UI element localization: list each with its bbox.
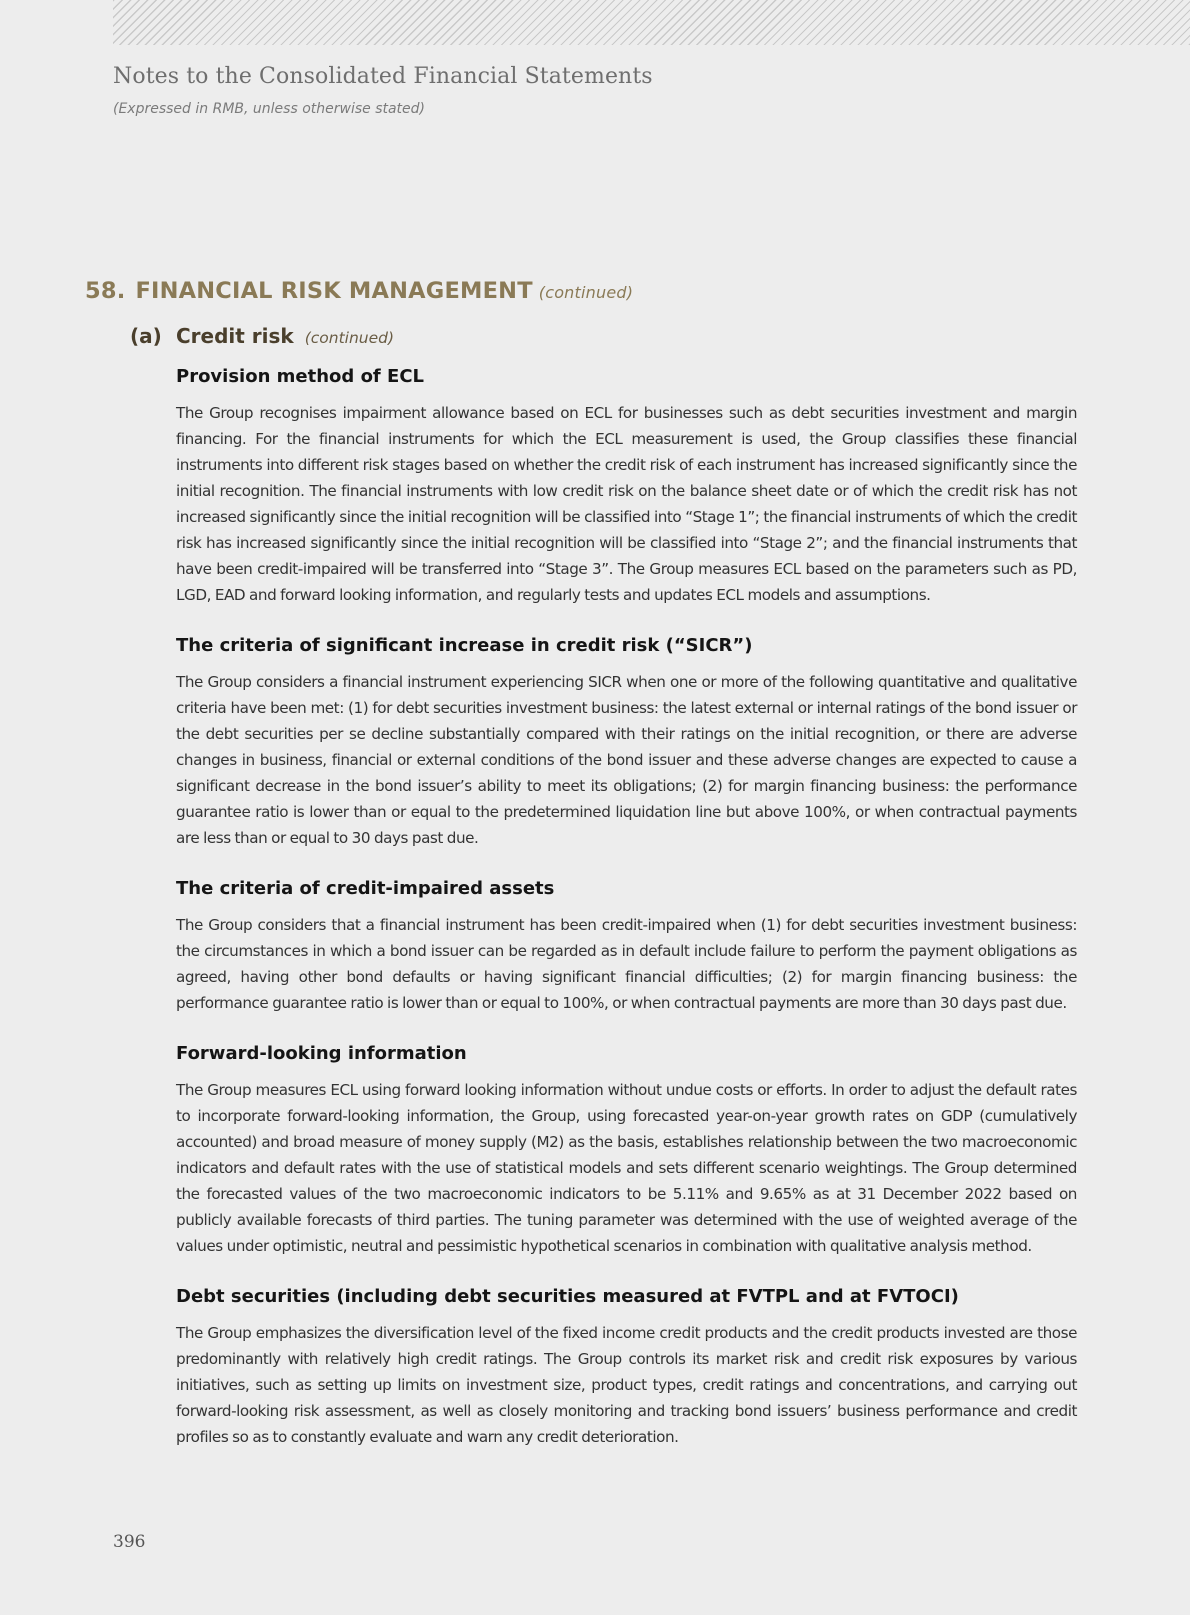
subsection-heading [130,324,394,348]
heading-debt-securities: Debt securities (including debt securities measured at FVTPL and at FVTOCI) [176,1286,959,1307]
section-continued-note: (continued) [538,283,634,302]
paragraph-credit-impaired-criteria: The Group considers that a financial instrument has been credit-impaired when (1) for debt securities investment business: the circumstances in which a bond issuer can be regarded as in default include failure to perform the payment obligations as agreed, having other bond defaults or having significant financial difficulties; (2) for margin financing business: the performance guarantee ratio is lower than or equal to 100%, or when contractual payments are more than 30 days past due. [176,916,1077,1012]
heading-sicr-criteria: The criteria of significant increase in credit risk (“SICR”) [176,635,753,656]
decorative-hatch-band [113,0,1190,45]
heading-provision-method-ecl: Provision method of ECL [176,366,425,387]
page-number: 396 [113,1532,146,1552]
running-header-subtitle: (Expressed in RMB, unless otherwise stated) [113,101,426,117]
paragraph-provision-method-ecl: The Group recognises impairment allowance based on ECL for businesses such as debt securities investment and margin financing. For the financial instruments for which the ECL measurement is used, the Group classifies these financial instruments into different risk stages based on whether the credit risk of each instrument has increased significantly since the initial recognition. The financial instruments with low credit risk on the balance sheet date or of which the credit risk has not increased significantly since the initial recognition will be classified into “Stage 1”; the financial instruments of which the credit risk has increased significantly since the initial recognition will be classified into “Stage 2”; and the financial instruments that have been credit-impaired will be transferred into “Stage 3”. The Group measures ECL based on the parameters such as PD, LGD, EAD and forward looking information, and regularly tests and updates ECL models and assumptions. [176,404,1077,604]
paragraph-debt-securities: The Group emphasizes the diversification level of the fixed income credit products and the credit products invested are those predominantly with relatively high credit ratings. The Group controls its market risk and credit risk exposures by various initiatives, such as setting up limits on investment size, product types, credit ratings and concentrations, and carrying out forward-looking risk assessment, as well as closely monitoring and tracking bond issuers’ business performance and credit profiles so as to constantly evaluate and warn any credit deterioration. [176,1324,1077,1446]
running-header-title: Notes to the Consolidated Financial Statements [113,64,653,89]
section-number: 58. [85,278,126,304]
subsection-title: Credit risk [176,324,294,348]
section-title: FINANCIAL RISK MANAGEMENT [135,278,533,304]
note-body [176,364,1077,1475]
heading-credit-impaired-criteria: The criteria of credit-impaired assets [176,878,555,899]
paragraph-forward-looking-information: The Group measures ECL using forward looking information without undue costs or efforts. In order to adjust the default rates to incorporate forward-looking information, the Group, using forecasted year-on-year growth rates on GDP (cumulatively accounted) and broad measure of money supply (M2) as the basis, establishes relationship between the two macroeconomic indicators and default rates with the use of statistical models and sets different scenario weightings. The Group determined the forecasted values of the two macroeconomic indicators to be 5.11% and 9.65% as at 31 December 2022 based on publicly available forecasts of third parties. The tuning parameter was determined with the use of weighted average of the values under optimistic, neutral and pessimistic hypothetical scenarios in combination with qualitative analysis method. [176,1081,1077,1255]
heading-forward-looking-information: Forward-looking information [176,1043,467,1064]
section-heading [85,278,633,304]
subsection-continued-note: (continued) [304,329,395,347]
subsection-letter: (a) [130,324,162,348]
paragraph-sicr-criteria: The Group considers a financial instrument experiencing SICR when one or more of the following quantitative and qualitative criteria have been met: (1) for debt securities investment business: the latest external or internal ratings of the bond issuer or the debt securities per se decline substantially compared with their ratings on the initial recognition, or there are adverse changes in business, financial or external conditions of the bond issuer and these adverse changes are expected to cause a significant decrease in the bond issuer’s ability to meet its obligations; (2) for margin financing business: the performance guarantee ratio is lower than or equal to the predetermined liquidation line but above 100%, or when contractual payments are less than or equal to 30 days past due. [176,673,1077,847]
